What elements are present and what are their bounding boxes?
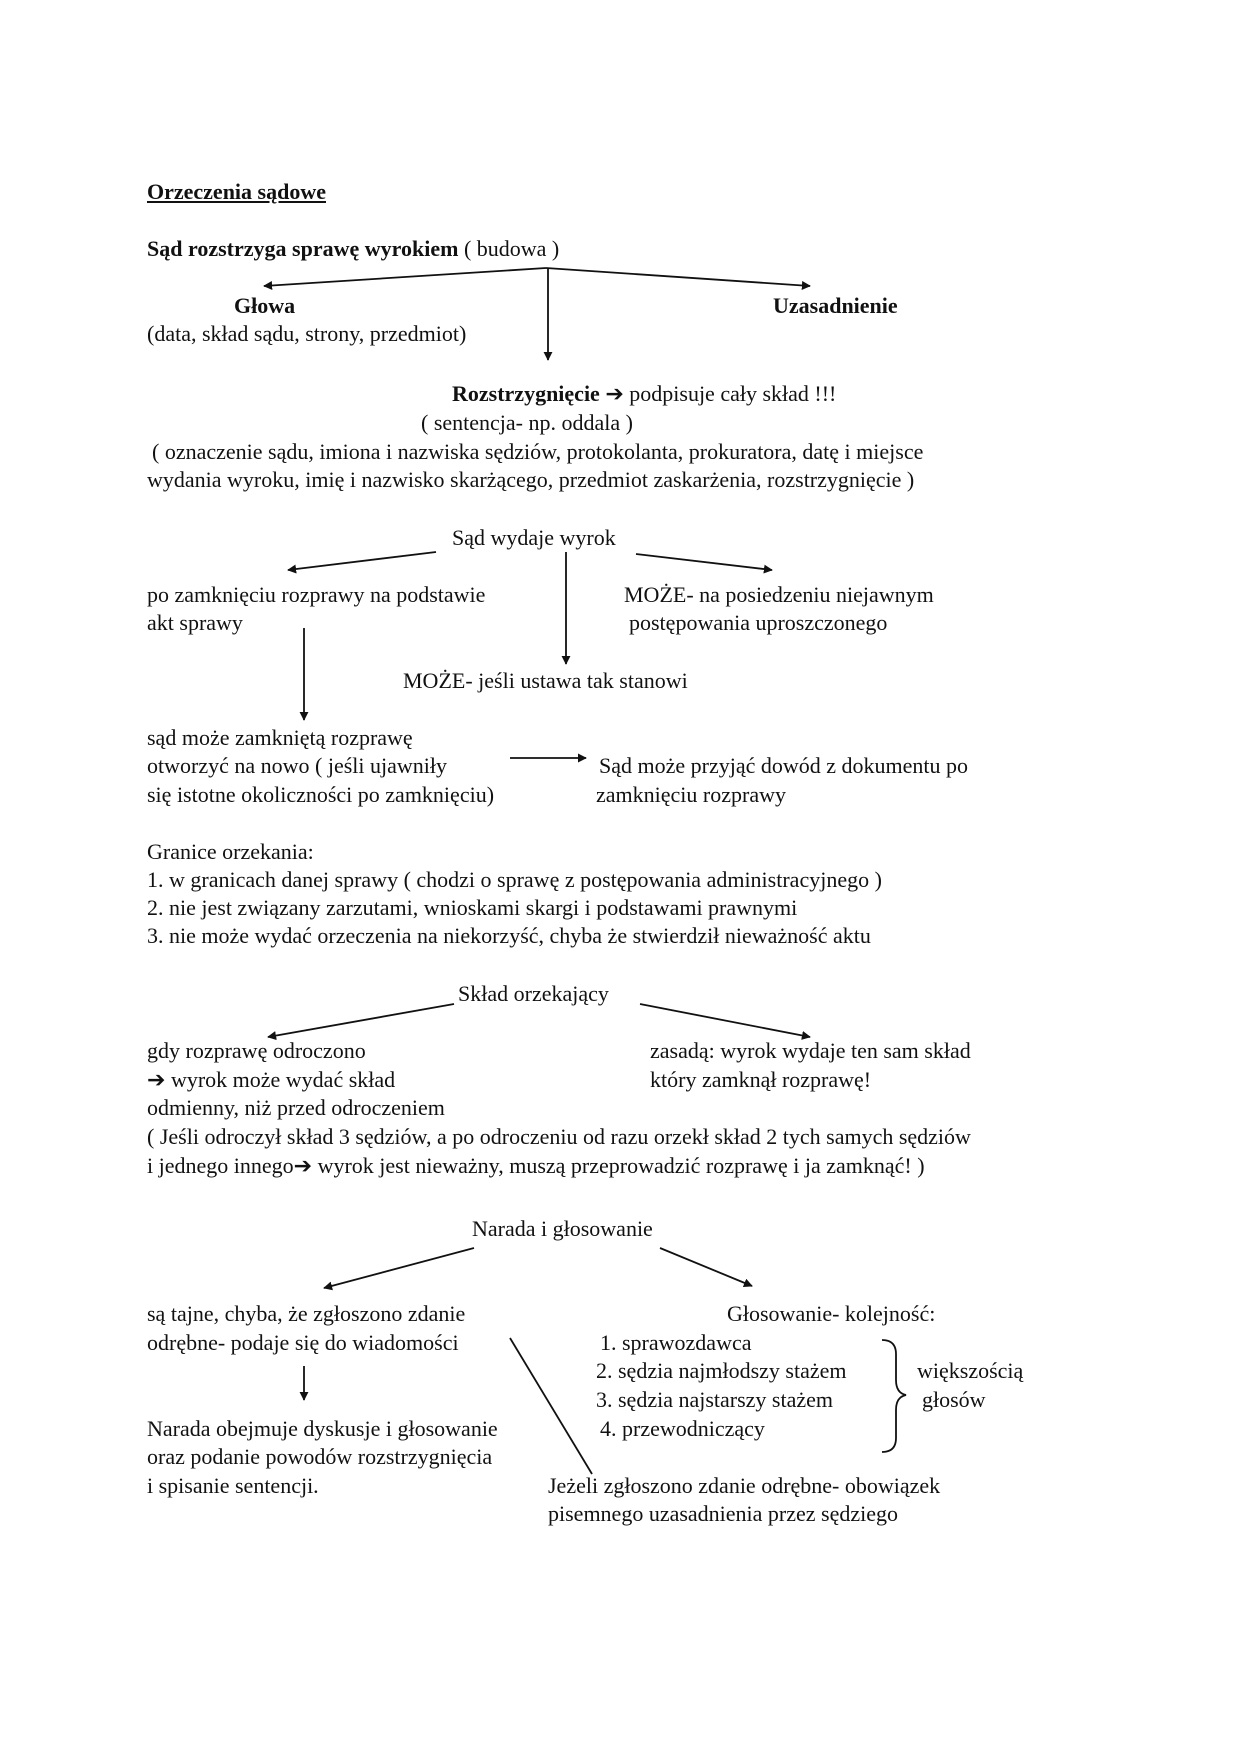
arrow-to-voting-order (660, 1248, 752, 1286)
voting-item-2: 2. sędzia najmłodszy stażem (596, 1358, 847, 1383)
deliberation-scope-line-3: i spisanie sentencji. (147, 1473, 319, 1498)
rozstrzygniecie-label: Rozstrzygnięcie (452, 381, 600, 406)
voting-item-1: 1. sprawozdawca (600, 1330, 752, 1355)
uzasadnienie-label: Uzasadnienie (773, 293, 898, 318)
right-arrow-icon: ➔ (293, 1153, 313, 1178)
verdict-lead: Sąd rozstrzyga sprawę wyrokiem (147, 236, 459, 261)
dissent-line-2: pisemnego uzasadnienia przez sędziego (548, 1501, 899, 1526)
brace-icon (882, 1340, 906, 1452)
glowa-label: Głowa (234, 293, 296, 318)
glowa-description: (data, skład sądu, strony, przedmiot) (147, 321, 467, 346)
limits-item-2: 2. nie jest związany zarzutami, wnioskami skargi i podstawami prawnymi (147, 895, 798, 920)
reopen-line-2: otworzyć na nowo ( jeśli ujawniły (147, 753, 447, 778)
majority-line-1: większością (917, 1358, 1024, 1383)
panel-heading: Skład orzekający (458, 981, 609, 1006)
closed-session-line-1: MOŻE- na posiedzeniu niejawnym (624, 582, 934, 607)
voting-order-heading: Głosowanie- kolejność: (727, 1301, 936, 1326)
panel-note-line-2: i jednego innego➔ wyrok jest nieważny, muszą przeprowadzić rozprawę i ja zamknąć! ) (147, 1153, 925, 1178)
reopen-line-1: sąd może zamkniętą rozprawę (147, 725, 413, 750)
reopen-line-3: się istotne okoliczności po zamknięciu) (147, 782, 495, 807)
dissent-line-1: Jeżeli zgłoszono zdanie odrębne- obowiązek (548, 1473, 941, 1498)
deliberation-scope-line-1: Narada obejmuje dyskusje i głosowanie (147, 1416, 498, 1441)
voting-item-4: 4. przewodniczący (600, 1416, 765, 1441)
secret-line-2: odrębne- podaje się do wiadomości (147, 1330, 459, 1355)
arrow-to-secret (324, 1248, 474, 1288)
after-closing-line-2: akt sprawy (147, 610, 243, 635)
postponed-line-3: odmienny, niż przed odroczeniem (147, 1095, 445, 1120)
closed-session-line-2: postępowania uproszczonego (629, 610, 888, 635)
verdict-contents-line-2: wydania wyroku, imię i nazwisko skarżącego, przedmiot zaskarżenia, rozstrzygnięcie ) (147, 467, 915, 492)
limits-item-1: 1. w granicach danej sprawy ( chodzi o sprawę z postępowania administracyjnego ) (147, 867, 882, 892)
postponed-line-1: gdy rozprawę odroczono (147, 1038, 366, 1063)
document-evidence-line-1: Sąd może przyjąć dowód z dokumentu po (599, 753, 969, 778)
signature-note: podpisuje cały skład !!! (623, 381, 837, 406)
voting-item-3: 3. sędzia najstarszy stażem (596, 1387, 834, 1412)
limits-item-3: 3. nie może wydać orzeczenia na niekorzyść, chyba że stwierdził nieważność aktu (147, 923, 871, 948)
connector-to-dissent (510, 1338, 592, 1474)
majority-line-2: głosów (922, 1387, 986, 1412)
panel-note-line-1: ( Jeśli odroczył skład 3 sędziów, a po odroczeniu od razu orzekł skład 2 tych samych sędziów (147, 1124, 971, 1149)
arrow-to-after-closing (288, 552, 436, 570)
secret-line-1: są tajne, chyba, że zgłoszono zdanie (147, 1301, 466, 1326)
document-evidence-line-2: zamknięciu rozprawy (596, 782, 786, 807)
verdict-lead-note: ( budowa ) (458, 236, 560, 261)
arrow-to-closed-session (636, 554, 772, 570)
page-title: Orzeczenia sądowe (147, 179, 326, 204)
deliberation-scope-line-2: oraz podanie powodów rozstrzygnięcia (147, 1444, 493, 1469)
limits-heading: Granice orzekania: (147, 839, 314, 864)
statute-note: MOŻE- jeśli ustawa tak stanowi (403, 668, 688, 693)
arrow-to-uzasadnienie (546, 268, 810, 286)
sentencja-note: ( sentencja- np. oddala ) (421, 410, 633, 435)
after-closing-line-1: po zamknięciu rozprawy na podstawie (147, 582, 486, 607)
right-arrow-icon: ➔ (605, 381, 624, 406)
right-arrow-icon: ➔ (147, 1067, 166, 1092)
judgment-issue-heading: Sąd wydaje wyrok (452, 525, 616, 550)
same-panel-line-1: zasadą: wyrok wydaje ten sam skład (650, 1038, 971, 1063)
verdict-contents-line-1: ( oznaczenie sądu, imiona i nazwiska sędziów, protokolanta, prokuratora, datę i miejsce (152, 439, 924, 464)
arrow-to-glowa (264, 268, 546, 286)
postponed-line-2: ➔ wyrok może wydać skład (147, 1067, 396, 1092)
arrow-to-postponed (268, 1004, 454, 1037)
deliberation-heading: Narada i głosowanie (472, 1216, 653, 1241)
arrow-to-same-panel (640, 1004, 810, 1037)
same-panel-line-2: który zamknął rozprawę! (650, 1067, 872, 1092)
